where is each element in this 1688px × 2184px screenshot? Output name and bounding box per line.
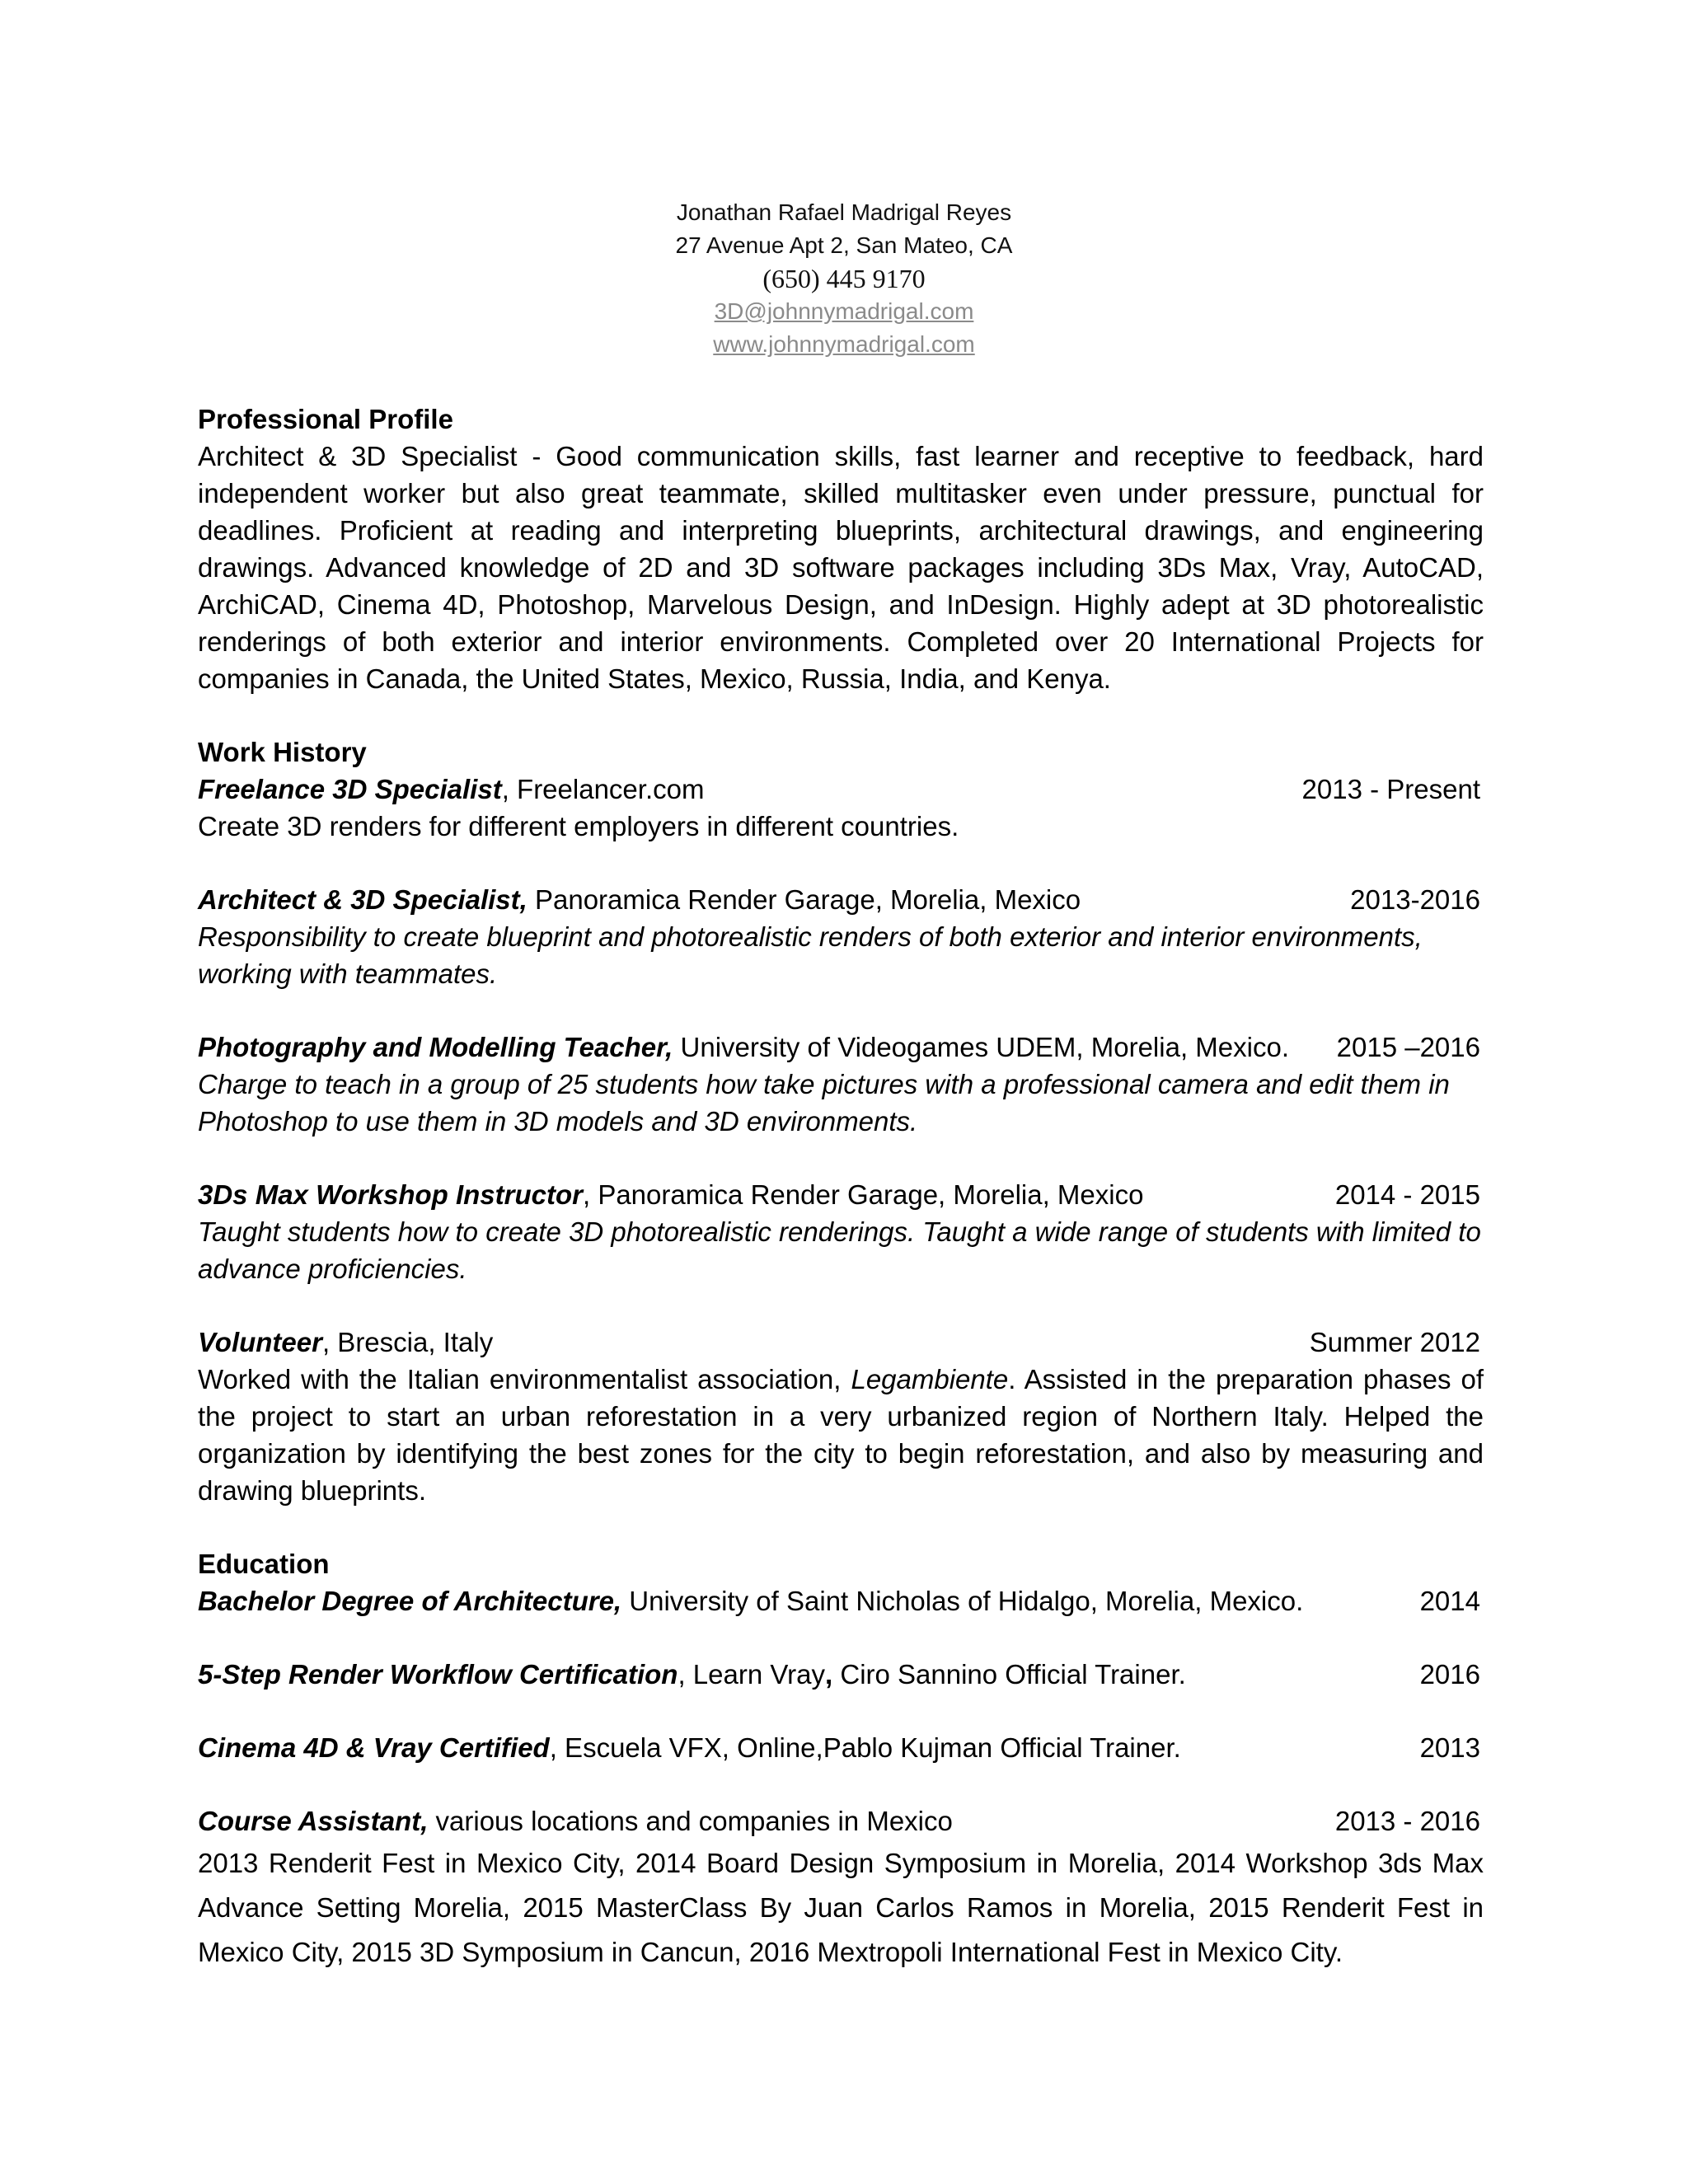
profile-text: Architect & 3D Specialist - Good communication skills, fast learner and receptive to feedback, hard independent worker but also great teammate, skilled multitasker even under pressure, punctual for deadlines. Proficient at reading and interpreting blueprints, architectural drawings, and engineering drawings. Advanced knowledge of 2D and 3D software packages including 3Ds Max, Vray, AutoCAD, ArchiCAD, Cinema 4D, Photoshop, Marvelous Design, and InDesign. Highly adept at 3D photorealistic renderings of both exterior and interior environments. Completed over 20 International Projects for companies in Canada, the United States, Mexico, Russia, India, and Kenya. (198, 441, 1484, 694)
education-heading: Education (198, 1549, 330, 1579)
volunteer-dates: Summer 2012 (1309, 1327, 1480, 1357)
job-description: Taught students how to create 3D photorealistic renderings. Taught a wide range of students with limited to advance proficiencies. (198, 1216, 1481, 1284)
course-list: 2013 Renderit Fest in Mexico City, 2014 Board Design Symposium in Morelia, 2014 Workshop 3ds Max Advance Setting Morelia, 2015 MasterClass By Juan Carlos Ramos in Morelia, 2015 Renderit Fest in Mexico City, 2015 3D Symposium in Cancun, 2016 Mextropoli International Fest in Mexico City. (198, 1848, 1484, 1967)
resume-body (198, 401, 1484, 1975)
organization-name: Legambiente (851, 1364, 1009, 1394)
education-entry: 5-Step Render Workflow Certification, Learn Vray, Ciro Sannino Official Trainer. 2016 (198, 1656, 1484, 1693)
job-description: Charge to teach in a group of 25 students how take pictures with a professional camera and edit them in Photoshop to use them in 3D models and 3D environments. (198, 1069, 1450, 1137)
job-dates: 2014 - 2015 (1334, 1179, 1480, 1210)
education-degree: Bachelor Degree of Architecture, (198, 1586, 622, 1616)
course-assistant-entry (198, 1802, 1484, 1975)
education-year: 2016 (1419, 1659, 1480, 1690)
job-title: 3Ds Max Workshop Instructor (198, 1179, 583, 1210)
job-title: Architect & 3D Specialist, (198, 884, 528, 915)
job-employer: , Freelancer.com (501, 774, 705, 804)
volunteer-entry (198, 1324, 1484, 1509)
education-entry (198, 1582, 1484, 1619)
volunteer-description: Worked with the Italian environmentalist association, Legambiente. Assisted in the preparation phases of the project to start an urban reforestation in a very urbanized region of Northern Italy. Helped the organization by identifying the best zones for the city to begin reforestation, and also by measuring and drawing blueprints. (198, 1364, 1484, 1506)
job-title: Photography and Modelling Teacher, (198, 1032, 673, 1062)
education-institution: , Learn Vray (678, 1659, 826, 1690)
education-year: 2013 (1419, 1732, 1480, 1763)
contact-header (0, 196, 1688, 361)
address: 27 Avenue Apt 2, San Mateo, CA (675, 232, 1013, 258)
work-history-heading: Work History (198, 737, 367, 767)
course-dates: 2013 - 2016 (1334, 1806, 1480, 1836)
phone-number: (650) 445 9170 (762, 264, 926, 293)
course-role: Course Assistant, (198, 1806, 429, 1836)
job-title: Freelance 3D Specialist (198, 774, 502, 804)
education-institution: University of Saint Nicholas of Hidalgo, Morelia, Mexico. (621, 1586, 1304, 1616)
course-locations: various locations and companies in Mexico (428, 1806, 953, 1836)
education-degree: 5-Step Render Workflow Certification (198, 1659, 678, 1690)
job-description: Create 3D renders for different employers in different countries. (198, 811, 959, 841)
job-employer: University of Videogames UDEM, Morelia, Mexico. (673, 1032, 1289, 1062)
job-employer: Panoramica Render Garage, Morelia, Mexico (527, 884, 1081, 915)
website-link[interactable]: www.johnnymadrigal.com (713, 331, 975, 357)
job-employer: , Panoramica Render Garage, Morelia, Mexico (582, 1179, 1144, 1210)
job-entry (198, 771, 1484, 845)
job-entry (198, 881, 1484, 992)
profile-heading: Professional Profile (198, 404, 453, 434)
volunteer-title: Volunteer (198, 1327, 322, 1357)
education-institution: , Escuela VFX, Online,Pablo Kujman Official Trainer. (549, 1732, 1181, 1763)
job-entry (198, 1176, 1484, 1287)
job-dates: 2013-2016 (1350, 884, 1480, 915)
volunteer-location: , Brescia, Italy (321, 1327, 494, 1357)
job-dates: 2013 - Present (1301, 774, 1480, 804)
job-description: Responsibility to create blueprint and photorealistic renders of both exterior and interior environments, working with teammates. (198, 921, 1423, 989)
education-year: 2014 (1419, 1586, 1480, 1616)
education-entry (198, 1729, 1484, 1766)
email-link[interactable]: 3D@johnnymadrigal.com (714, 298, 974, 324)
job-dates: 2015 –2016 (1336, 1032, 1480, 1062)
candidate-name: Jonathan Rafael Madrigal Reyes (676, 199, 1012, 225)
job-entry (198, 1029, 1484, 1140)
education-degree: Cinema 4D & Vray Certified (198, 1732, 550, 1763)
